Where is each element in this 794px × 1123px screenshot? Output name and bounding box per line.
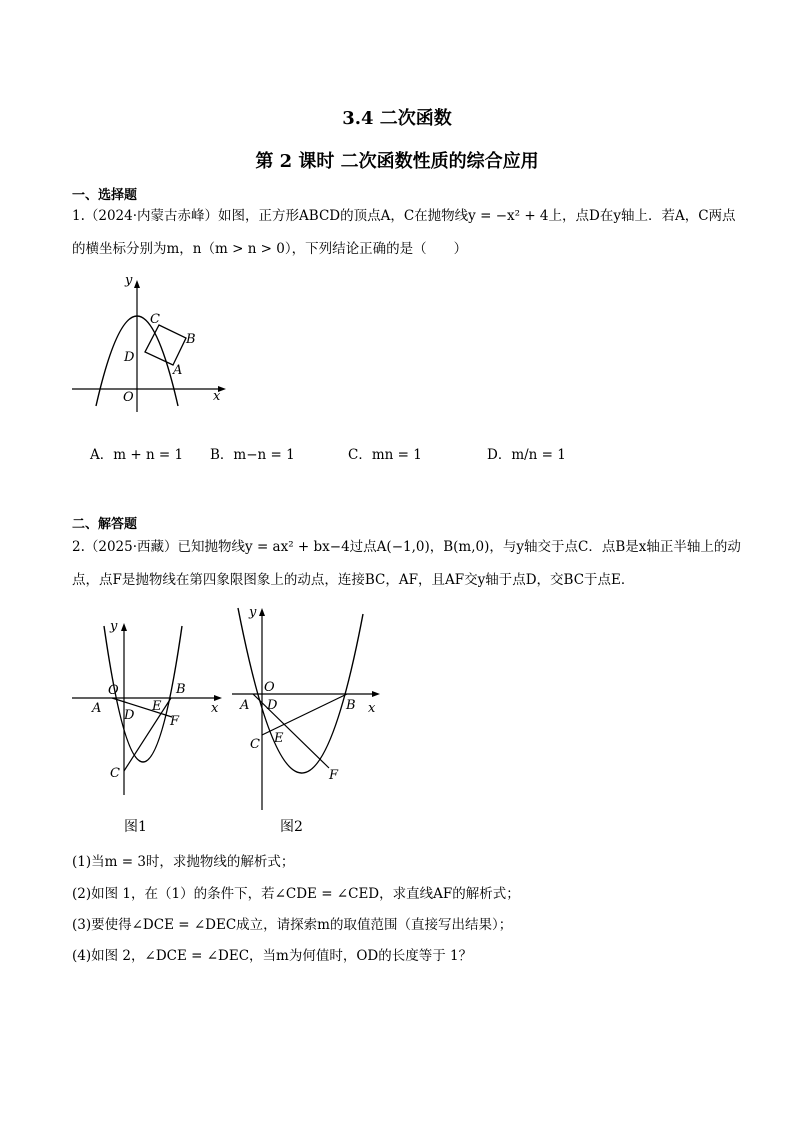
question-2-figure-1 [66,612,230,810]
question-2-part-4: (4)如图 2，∠DCE = ∠DEC，当m为何值时，OD的长度等于 1？ [72,948,473,964]
fig2a-label-y: y [110,619,118,634]
fig1-label-a: A [173,363,183,378]
fig1-label-y: y [125,273,133,288]
fig2b-label-a: A [240,698,250,713]
option-c[interactable]: C．mn = 1 [348,447,422,463]
fig1-label-b: B [186,332,196,347]
question-2-line-2: 点，点F是抛物线在第四象限图象上的动点，连接BC，AF，且AF交y轴于点D，交BC于点E． [72,572,635,588]
fig2a-label-o: O [108,683,119,698]
fig1-label-d: D [124,350,135,365]
fig1-label-x: x [213,389,221,404]
fig2b-label-b: B [346,698,356,713]
section-heading-choice: 一、选择题 [72,188,138,203]
page-subtitle: 第 2 课时 二次函数性质的综合应用 [255,151,539,172]
question-2-line-1: 2.（2025·西藏）已知抛物线y = ax² + bx−4过点A(−1,0)，B(m,0)，与y轴交于点C．点B是x轴正半轴上的动 [72,539,741,555]
question-2-part-1: (1)当m = 3时，求抛物线的解析式； [72,854,295,870]
question-1-line-1: 1.（2024·内蒙古赤峰）如图，正方形ABCD的顶点A，C在抛物线y = −x² + 4上，点D在y轴上．若A，C两点 [72,208,736,224]
fig2b-label-d: D [267,698,278,713]
question-1-line-2: 的横坐标分别为m，n（m > n > 0），下列结论正确的是（ ） [72,241,468,257]
fig2a-label-f: F [170,714,180,729]
fig2b-label-e: E [274,731,284,746]
figure-1-caption: 图1 [124,819,147,835]
fig2a-label-e: E [152,699,162,714]
question-2-part-3: (3)要使得∠DCE = ∠DEC成立，请探索m的取值范围（直接写出结果）； [72,917,513,933]
question-2-figure-2 [226,600,386,814]
option-d[interactable]: D．m/n = 1 [487,447,566,463]
question-2-part-2: (2)如图 1，在（1）的条件下，若∠CDE = ∠CED，求直线AF的解析式； [72,886,520,902]
fig2b-label-o: O [264,680,275,695]
fig1-label-c: C [150,312,160,327]
fig2b-label-x: x [368,701,376,716]
fig2a-label-b: B [176,682,186,697]
page-title: 3.4 二次函数 [342,108,452,129]
fig2a-label-x: x [211,701,219,716]
fig2b-label-y: y [249,605,257,620]
fig2a-label-d: D [124,708,135,723]
fig1-label-o: O [123,390,134,405]
fig2b-label-f: F [329,768,339,783]
figure-2-caption: 图2 [280,819,303,835]
option-a[interactable]: A．m + n = 1 [90,447,184,463]
question-1-figure [68,266,234,414]
fig2b-label-c: C [250,737,260,752]
fig2a-label-a: A [92,701,102,716]
section-heading-answer: 二、解答题 [72,517,138,532]
fig2a-label-c: C [110,766,120,781]
option-b[interactable]: B．m−n = 1 [210,447,295,463]
